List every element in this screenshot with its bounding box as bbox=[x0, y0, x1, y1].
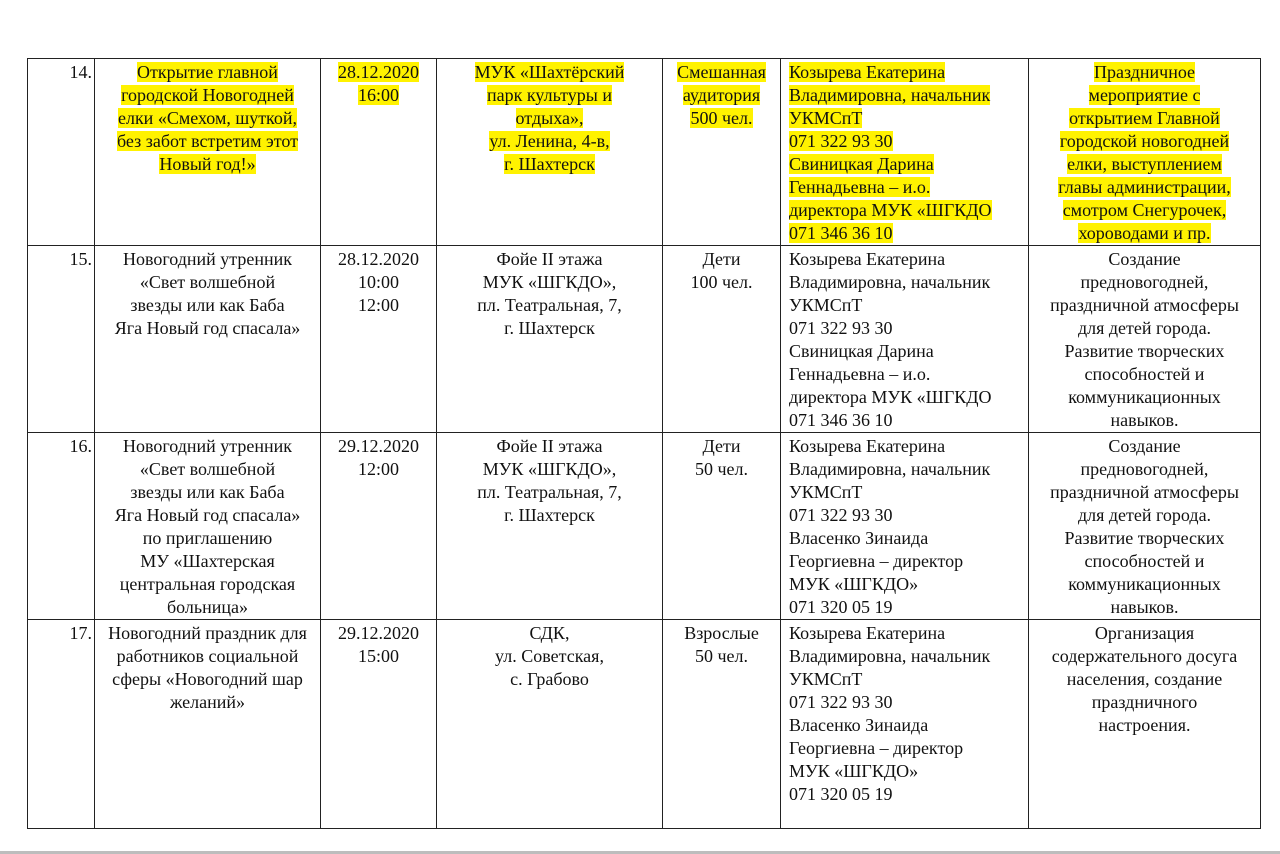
text-line bbox=[1030, 363, 1259, 386]
text-line-content: Козырева Екатерина bbox=[789, 436, 946, 456]
row-number-cell: 16. bbox=[28, 433, 95, 620]
text-line-content: парк культуры и bbox=[487, 85, 612, 105]
text-line-content: желаний» bbox=[169, 692, 246, 712]
text-line bbox=[664, 271, 779, 294]
text-line-content: отдыха», bbox=[515, 108, 584, 128]
text-line-content: центральная городская bbox=[119, 574, 296, 594]
text-line-content: елки, выступлением bbox=[1067, 154, 1222, 174]
text-line bbox=[789, 222, 1027, 245]
text-line-content: Власенко Зинаида bbox=[789, 715, 929, 735]
text-line-content: Геннадьевна – и.о. bbox=[789, 177, 931, 197]
text-line bbox=[1030, 596, 1259, 619]
text-line-content: Владимировна, начальник bbox=[789, 85, 991, 105]
text-line bbox=[789, 458, 1027, 481]
text-line bbox=[96, 317, 319, 340]
audience-cell bbox=[663, 620, 781, 829]
text-line bbox=[789, 504, 1027, 527]
text-line-content: Яга Новый год спасала» bbox=[114, 318, 301, 338]
text-line bbox=[96, 248, 319, 271]
text-line-content: с. Грабово bbox=[510, 669, 589, 689]
text-line-content: Организация bbox=[1094, 623, 1195, 643]
text-line bbox=[789, 596, 1027, 619]
text-line-content: 12:00 bbox=[357, 459, 399, 479]
text-line-content: елки «Смехом, шуткой, bbox=[117, 108, 298, 128]
text-line-content: 071 322 93 30 bbox=[789, 505, 893, 525]
text-line bbox=[96, 691, 319, 714]
text-line bbox=[664, 435, 779, 458]
text-line bbox=[322, 294, 435, 317]
text-line-content: навыков. bbox=[1110, 597, 1179, 617]
text-line bbox=[96, 130, 319, 153]
text-line-content: пл. Театральная, 7, bbox=[477, 482, 622, 502]
text-line-content: 500 чел. bbox=[690, 108, 753, 128]
text-line bbox=[438, 107, 661, 130]
text-line-content: хороводами и пр. bbox=[1078, 223, 1211, 243]
text-line bbox=[96, 61, 319, 84]
date-time-cell bbox=[321, 59, 437, 246]
event-title-cell bbox=[95, 433, 321, 620]
text-line bbox=[438, 504, 661, 527]
venue-cell bbox=[437, 246, 663, 433]
contacts-cell bbox=[781, 620, 1029, 829]
text-line bbox=[789, 573, 1027, 596]
venue-cell bbox=[437, 433, 663, 620]
text-line bbox=[789, 409, 1027, 432]
description-cell bbox=[1029, 59, 1261, 246]
text-line bbox=[96, 294, 319, 317]
text-line bbox=[1030, 409, 1259, 432]
text-line bbox=[789, 294, 1027, 317]
text-line-content: 10:00 bbox=[357, 272, 399, 292]
text-line bbox=[789, 527, 1027, 550]
text-line-content: 29.12.2020 bbox=[338, 436, 419, 456]
text-line-content: Владимировна, начальник bbox=[789, 646, 991, 666]
text-line bbox=[789, 760, 1027, 783]
text-line-content: 28.12.2020 bbox=[338, 249, 419, 269]
text-line bbox=[789, 783, 1027, 806]
table-body bbox=[28, 59, 1261, 829]
text-line-content: работников социальной bbox=[116, 646, 299, 666]
audience-cell bbox=[663, 433, 781, 620]
text-line bbox=[789, 176, 1027, 199]
text-line-content: Яга Новый год спасала» bbox=[114, 505, 301, 525]
text-line bbox=[789, 317, 1027, 340]
text-line-content: Козырева Екатерина bbox=[789, 249, 946, 269]
text-line bbox=[1030, 481, 1259, 504]
text-line bbox=[1030, 386, 1259, 409]
text-line bbox=[322, 622, 435, 645]
text-line-content: Праздничное bbox=[1093, 62, 1196, 82]
text-line bbox=[322, 61, 435, 84]
text-line-content: директора МУК «ШГКДО bbox=[789, 387, 992, 407]
text-line-content: звезды или как Баба bbox=[130, 482, 285, 502]
text-line bbox=[789, 645, 1027, 668]
text-line bbox=[1030, 248, 1259, 271]
text-line-content: 071 320 05 19 bbox=[789, 597, 893, 617]
text-line-content: 16:00 bbox=[357, 85, 399, 105]
contacts-cell bbox=[781, 433, 1029, 620]
text-line-content: 071 322 93 30 bbox=[789, 131, 893, 151]
text-line bbox=[1030, 176, 1259, 199]
text-line-content: настроения. bbox=[1098, 715, 1191, 735]
text-line-content: 50 чел. bbox=[694, 459, 749, 479]
text-line-content: сферы «Новогодний шар bbox=[112, 669, 303, 689]
contacts-cell bbox=[781, 246, 1029, 433]
text-line bbox=[1030, 573, 1259, 596]
text-line-content: Свиницкая Дарина bbox=[789, 341, 934, 361]
row-number-cell: 15. bbox=[28, 246, 95, 433]
text-line-content: Новогодний утренник bbox=[122, 249, 293, 269]
text-line-content: 071 346 36 10 bbox=[789, 223, 893, 243]
text-line-content: ул. Ленина, 4-в, bbox=[489, 131, 610, 151]
text-line bbox=[789, 271, 1027, 294]
text-line-content: Развитие творческих bbox=[1064, 341, 1225, 361]
text-line-content: 100 чел. bbox=[690, 272, 753, 292]
text-line-content: содержательного досуга bbox=[1051, 646, 1238, 666]
text-line-content: МУК «ШГКДО», bbox=[482, 272, 617, 292]
text-line bbox=[96, 550, 319, 573]
text-line bbox=[438, 130, 661, 153]
text-line bbox=[438, 668, 661, 691]
text-line bbox=[96, 504, 319, 527]
text-line-content: Развитие творческих bbox=[1064, 528, 1225, 548]
text-line bbox=[789, 691, 1027, 714]
event-title-cell bbox=[95, 59, 321, 246]
text-line bbox=[664, 458, 779, 481]
text-line bbox=[1030, 153, 1259, 176]
text-line-content: для детей города. bbox=[1077, 505, 1212, 525]
events-table bbox=[27, 58, 1261, 829]
text-line bbox=[1030, 435, 1259, 458]
text-line-content: Георгиевна – директор bbox=[789, 551, 964, 571]
text-line-content: Власенко Зинаида bbox=[789, 528, 929, 548]
text-line-content: «Свет волшебной bbox=[139, 459, 276, 479]
text-line-content: Фойе II этажа bbox=[496, 249, 603, 269]
text-line bbox=[789, 386, 1027, 409]
text-line-content: пл. Театральная, 7, bbox=[477, 295, 622, 315]
text-line bbox=[789, 435, 1027, 458]
text-line-content: Георгиевна – директор bbox=[789, 738, 964, 758]
text-line-content: 071 346 36 10 bbox=[789, 410, 893, 430]
text-line-content: способностей и bbox=[1084, 551, 1205, 571]
text-line bbox=[664, 61, 779, 84]
text-line-content: Владимировна, начальник bbox=[789, 272, 991, 292]
text-line-content: аудитория bbox=[682, 85, 761, 105]
text-line bbox=[664, 107, 779, 130]
text-line-content: праздничной атмосферы bbox=[1050, 295, 1239, 315]
event-title-cell bbox=[95, 620, 321, 829]
date-time-cell bbox=[321, 433, 437, 620]
text-line bbox=[789, 153, 1027, 176]
audience-cell bbox=[663, 59, 781, 246]
text-line bbox=[664, 84, 779, 107]
text-line-content: коммуникационных bbox=[1068, 574, 1221, 594]
text-line-content: городской Новогодней bbox=[121, 85, 294, 105]
text-line-content: способностей и bbox=[1084, 364, 1205, 384]
text-line bbox=[438, 61, 661, 84]
text-line bbox=[664, 645, 779, 668]
venue-cell bbox=[437, 620, 663, 829]
text-line-content: Взрослые bbox=[684, 623, 759, 643]
text-line-content: населения, создание bbox=[1066, 669, 1223, 689]
text-line-content: открытием Главной bbox=[1069, 108, 1220, 128]
text-line bbox=[1030, 691, 1259, 714]
text-line bbox=[438, 271, 661, 294]
text-line-content: городской новогодней bbox=[1059, 131, 1230, 151]
text-line-content: предновогодней, bbox=[1080, 459, 1209, 479]
text-line-content: г. Шахтерск bbox=[504, 318, 595, 338]
text-line bbox=[1030, 668, 1259, 691]
text-line bbox=[322, 435, 435, 458]
contacts-cell bbox=[781, 59, 1029, 246]
text-line-content: «Свет волшебной bbox=[139, 272, 276, 292]
text-line bbox=[438, 84, 661, 107]
event-title-cell bbox=[95, 246, 321, 433]
text-line-content: Дети bbox=[702, 436, 741, 456]
text-line-content: смотром Снегурочек, bbox=[1062, 200, 1227, 220]
text-line-content: по приглашению bbox=[142, 528, 273, 548]
audience-cell bbox=[663, 246, 781, 433]
text-line bbox=[322, 84, 435, 107]
text-line bbox=[96, 153, 319, 176]
text-line bbox=[438, 622, 661, 645]
row-number-cell: 14. bbox=[28, 59, 95, 246]
text-line bbox=[1030, 107, 1259, 130]
text-line bbox=[789, 481, 1027, 504]
text-line bbox=[1030, 714, 1259, 737]
description-cell bbox=[1029, 246, 1261, 433]
text-line-content: звезды или как Баба bbox=[130, 295, 285, 315]
text-line-content: Открытие главной bbox=[137, 62, 278, 82]
text-line-content: УКМСпТ bbox=[789, 108, 863, 128]
text-line bbox=[789, 340, 1027, 363]
table-row bbox=[28, 246, 1261, 433]
text-line bbox=[1030, 622, 1259, 645]
text-line bbox=[789, 714, 1027, 737]
text-line-content: больница» bbox=[167, 597, 248, 617]
text-line-content: МУК «Шахтёрский bbox=[474, 62, 625, 82]
description-cell bbox=[1029, 620, 1261, 829]
text-line bbox=[789, 668, 1027, 691]
table-row bbox=[28, 59, 1261, 246]
text-line-content: 071 320 05 19 bbox=[789, 784, 893, 804]
description-cell bbox=[1029, 433, 1261, 620]
text-line bbox=[322, 248, 435, 271]
text-line-content: Новогодний утренник bbox=[122, 436, 293, 456]
text-line bbox=[789, 363, 1027, 386]
text-line-content: Владимировна, начальник bbox=[789, 459, 991, 479]
text-line-content: Смешанная bbox=[677, 62, 766, 82]
text-line-content: 12:00 bbox=[357, 295, 399, 315]
text-line bbox=[1030, 61, 1259, 84]
text-line bbox=[1030, 130, 1259, 153]
text-line-content: 071 322 93 30 bbox=[789, 318, 893, 338]
text-line-content: главы администрации, bbox=[1058, 177, 1231, 197]
text-line bbox=[322, 645, 435, 668]
text-line-content: ул. Советская, bbox=[495, 646, 604, 666]
text-line bbox=[1030, 271, 1259, 294]
text-line bbox=[789, 61, 1027, 84]
text-line bbox=[96, 458, 319, 481]
text-line-content: 15:00 bbox=[357, 646, 399, 666]
text-line-content: коммуникационных bbox=[1068, 387, 1221, 407]
text-line bbox=[1030, 458, 1259, 481]
text-line bbox=[438, 153, 661, 176]
text-line-content: праздничного bbox=[1091, 692, 1198, 712]
text-line-content: Дети bbox=[702, 249, 741, 269]
text-line bbox=[96, 573, 319, 596]
text-line bbox=[438, 458, 661, 481]
text-line bbox=[1030, 294, 1259, 317]
venue-cell bbox=[437, 59, 663, 246]
text-line-content: МУК «ШГКДО» bbox=[789, 761, 919, 781]
text-line bbox=[789, 248, 1027, 271]
text-line-content: Создание bbox=[1108, 249, 1181, 269]
text-line-content: Новый год!» bbox=[159, 154, 256, 174]
text-line bbox=[789, 622, 1027, 645]
text-line-content: МУК «ШГКДО», bbox=[482, 459, 617, 479]
text-line-content: Фойе II этажа bbox=[496, 436, 603, 456]
text-line bbox=[1030, 645, 1259, 668]
text-line bbox=[96, 527, 319, 550]
text-line-content: МУ «Шахтерская bbox=[140, 551, 275, 571]
text-line bbox=[664, 622, 779, 645]
text-line-content: праздничной атмосферы bbox=[1050, 482, 1239, 502]
text-line bbox=[96, 668, 319, 691]
text-line bbox=[789, 107, 1027, 130]
text-line bbox=[322, 271, 435, 294]
text-line bbox=[789, 84, 1027, 107]
text-line bbox=[1030, 550, 1259, 573]
text-line bbox=[789, 737, 1027, 760]
text-line-content: 28.12.2020 bbox=[338, 62, 419, 82]
text-line bbox=[789, 199, 1027, 222]
text-line bbox=[438, 317, 661, 340]
text-line-content: Создание bbox=[1108, 436, 1181, 456]
text-line-content: 50 чел. bbox=[694, 646, 749, 666]
text-line bbox=[789, 130, 1027, 153]
text-line-content: для детей города. bbox=[1077, 318, 1212, 338]
text-line-content: Козырева Екатерина bbox=[789, 62, 946, 82]
text-line-content: без забот встретим этот bbox=[117, 131, 298, 151]
date-time-cell bbox=[321, 246, 437, 433]
text-line bbox=[96, 596, 319, 619]
text-line bbox=[1030, 504, 1259, 527]
row-number-cell: 17. bbox=[28, 620, 95, 829]
text-line-content: МУК «ШГКДО» bbox=[789, 574, 919, 594]
text-line bbox=[96, 645, 319, 668]
table-row bbox=[28, 433, 1261, 620]
text-line-content: г. Шахтерск bbox=[504, 154, 595, 174]
text-line-content: 071 322 93 30 bbox=[789, 692, 893, 712]
table-row bbox=[28, 620, 1261, 829]
text-line bbox=[1030, 340, 1259, 363]
text-line bbox=[96, 622, 319, 645]
text-line-content: Свиницкая Дарина bbox=[789, 154, 934, 174]
text-line bbox=[96, 107, 319, 130]
text-line-content: СДК, bbox=[529, 623, 570, 643]
text-line bbox=[96, 271, 319, 294]
text-line-content: УКМСпТ bbox=[789, 295, 863, 315]
text-line-content: 29.12.2020 bbox=[338, 623, 419, 643]
text-line-content: УКМСпТ bbox=[789, 482, 863, 502]
text-line bbox=[438, 435, 661, 458]
text-line bbox=[1030, 317, 1259, 340]
text-line bbox=[1030, 84, 1259, 107]
text-line bbox=[438, 248, 661, 271]
text-line bbox=[1030, 199, 1259, 222]
text-line bbox=[1030, 222, 1259, 245]
text-line-content: г. Шахтерск bbox=[504, 505, 595, 525]
text-line bbox=[789, 550, 1027, 573]
text-line bbox=[322, 458, 435, 481]
text-line bbox=[438, 481, 661, 504]
text-line bbox=[438, 645, 661, 668]
text-line bbox=[438, 294, 661, 317]
text-line-content: директора МУК «ШГКДО bbox=[789, 200, 992, 220]
text-line bbox=[664, 248, 779, 271]
text-line-content: мероприятие с bbox=[1088, 85, 1201, 105]
text-line bbox=[96, 435, 319, 458]
text-line-content: Геннадьевна – и.о. bbox=[789, 364, 931, 384]
text-line bbox=[96, 481, 319, 504]
date-time-cell bbox=[321, 620, 437, 829]
text-line-content: навыков. bbox=[1110, 410, 1179, 430]
text-line-content: УКМСпТ bbox=[789, 669, 863, 689]
text-line bbox=[96, 84, 319, 107]
text-line bbox=[1030, 527, 1259, 550]
text-line-content: Козырева Екатерина bbox=[789, 623, 946, 643]
text-line-content: предновогодней, bbox=[1080, 272, 1209, 292]
text-line-content: Новогодний праздник для bbox=[108, 623, 307, 643]
